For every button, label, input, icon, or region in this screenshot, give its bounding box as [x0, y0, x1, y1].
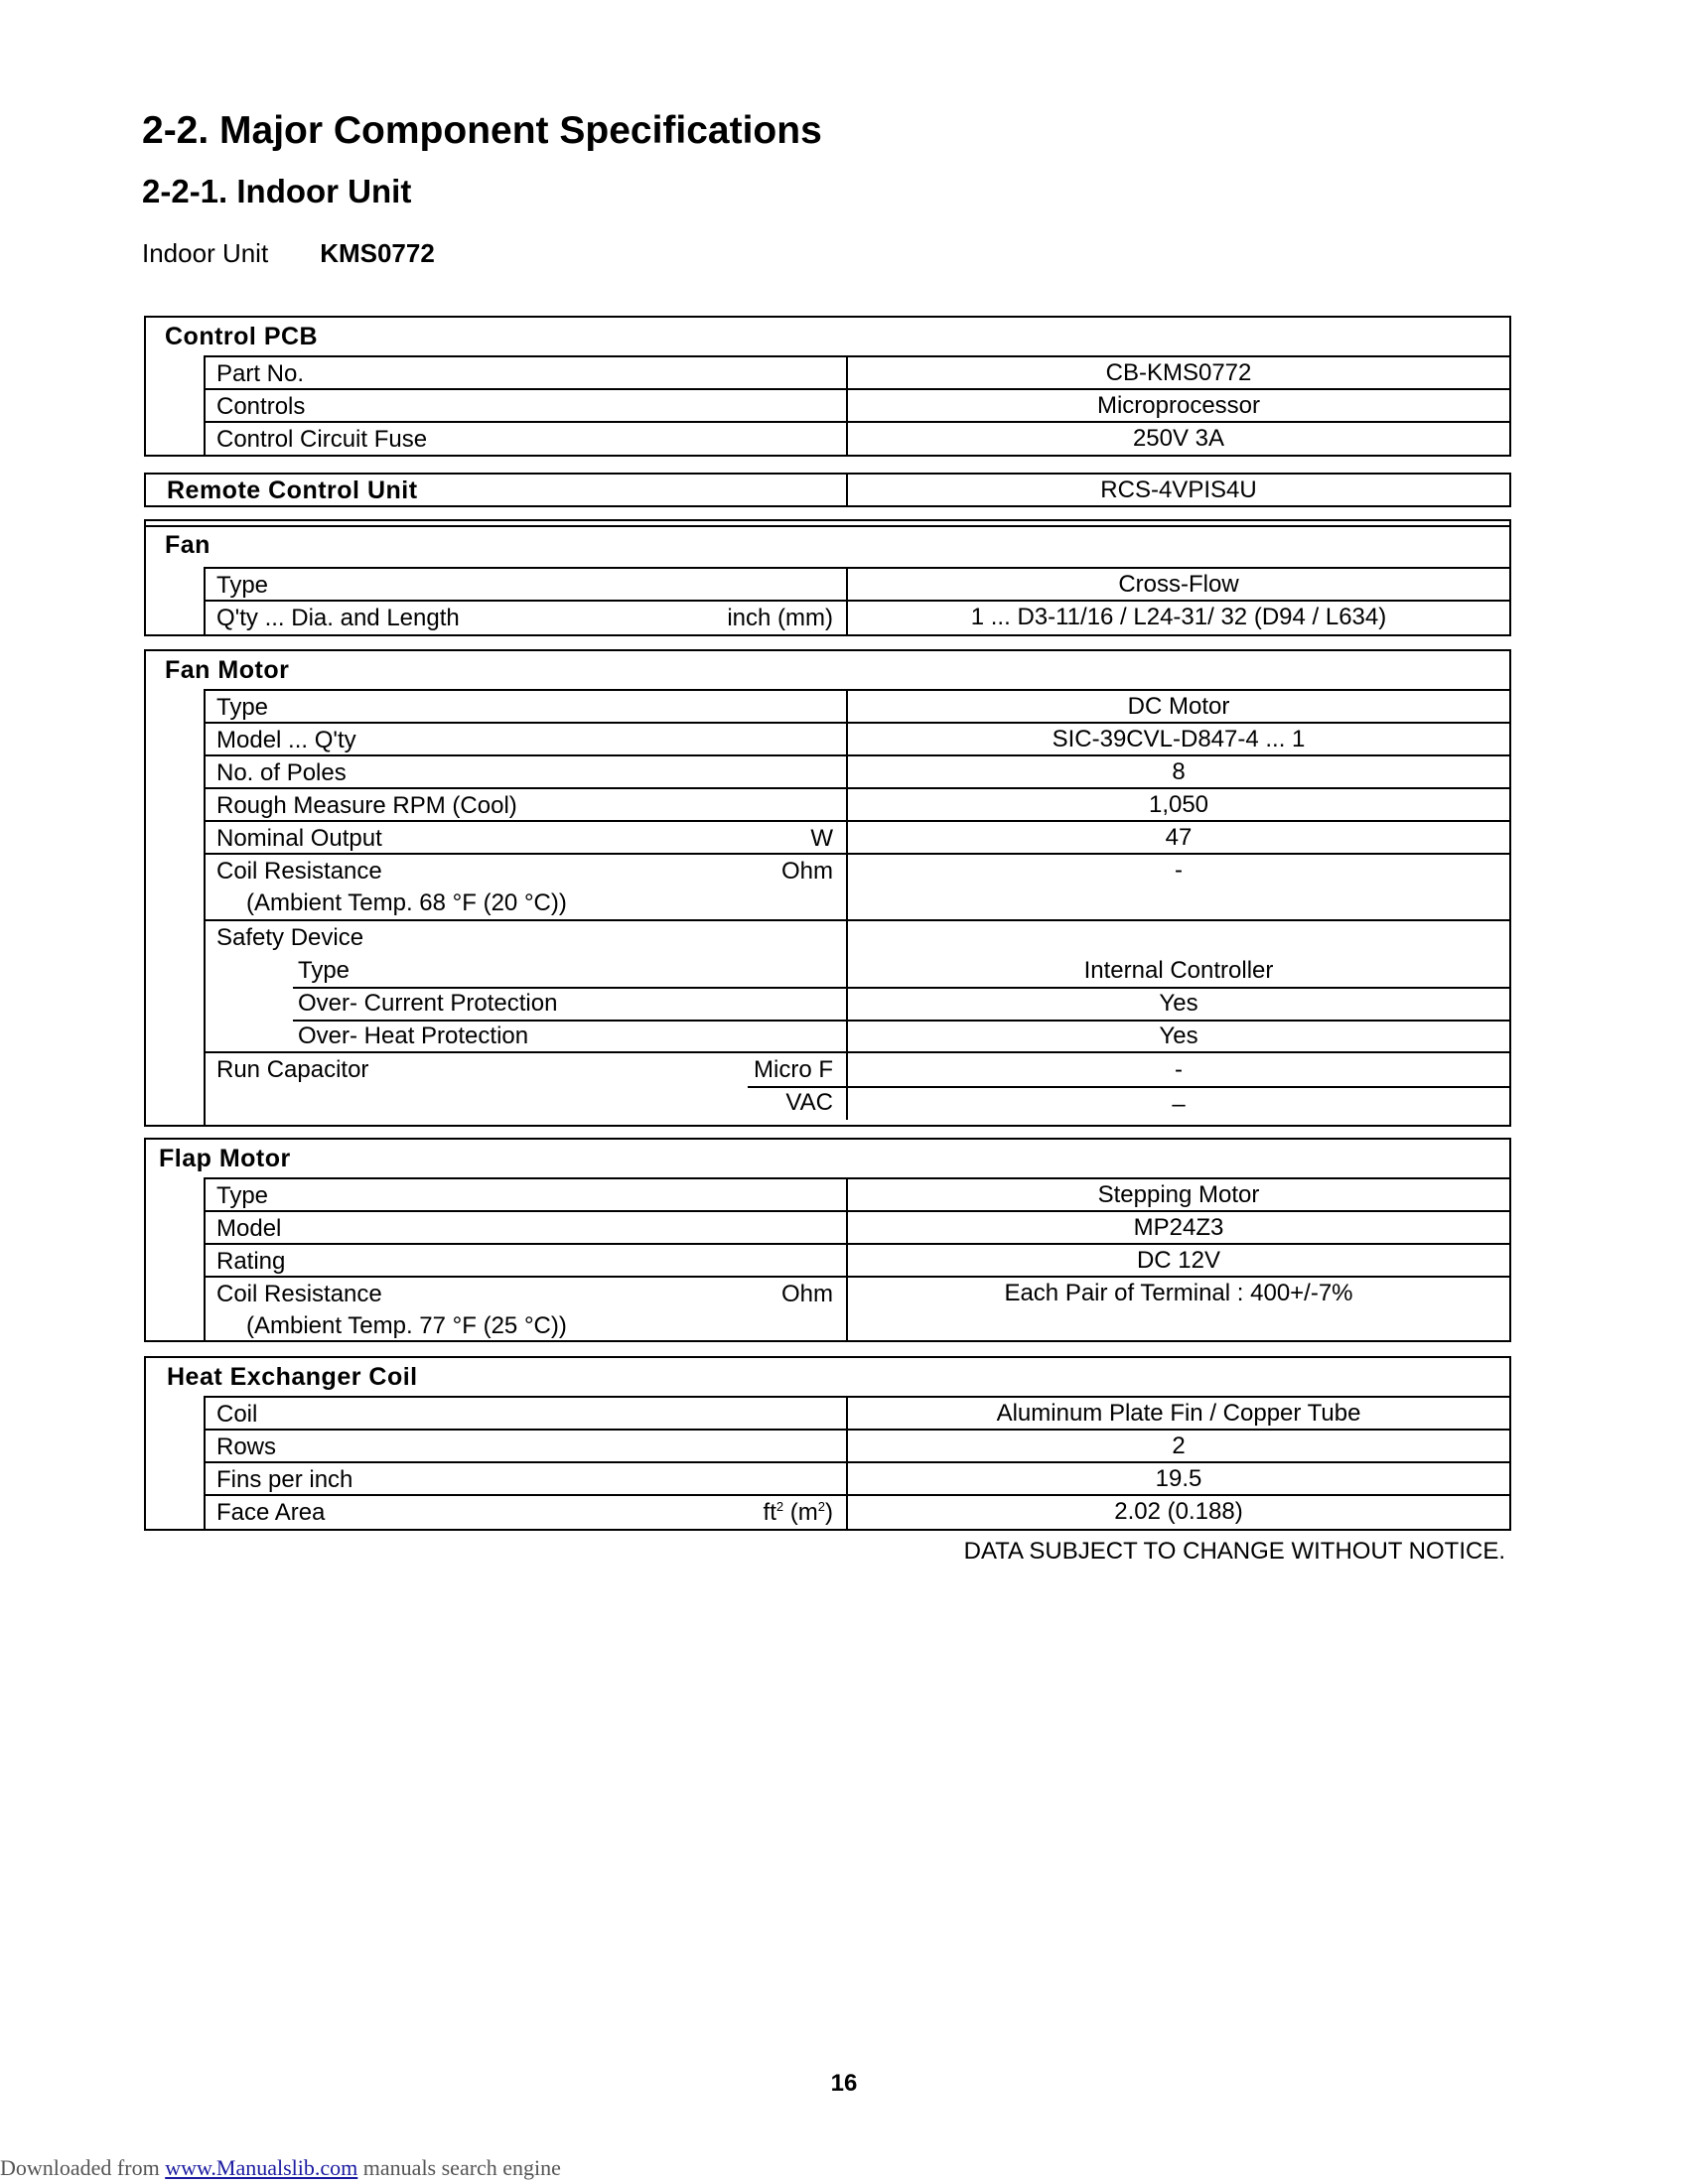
table-row	[206, 1463, 1509, 1496]
overcurrent-value: Yes	[1159, 990, 1198, 1017]
flap-motor-title: Flap Motor	[159, 1145, 291, 1172]
table-row	[206, 1179, 1509, 1212]
table-row	[206, 822, 1509, 855]
row-unit: Ohm	[780, 858, 833, 885]
safety-device-label: Safety Device	[216, 924, 364, 951]
change-notice: DATA SUBJECT TO CHANGE WITHOUT NOTICE.	[963, 1538, 1505, 1565]
manualslib-link[interactable]: www.Manualslib.com	[165, 2155, 358, 2180]
row-label: Coil Resistance	[216, 858, 382, 885]
flap-motor-table	[204, 1177, 1511, 1342]
row-unit: inch (mm)	[727, 605, 833, 631]
safety-type-value: Internal Controller	[1083, 957, 1274, 984]
row-sublabel: (Ambient Temp. 68 °F (20 °C))	[246, 889, 567, 916]
row-value: DC Motor	[1127, 693, 1230, 720]
row-value: 1 ... D3-11/16 / L24-31/ 32 (D94 / L634)	[970, 604, 1387, 630]
row-unit	[764, 1497, 833, 1528]
row-label: Type	[216, 572, 269, 599]
fan-motor-table	[204, 689, 1511, 1127]
table-row	[206, 724, 1509, 756]
row-value: 2.02 (0.188)	[1114, 1498, 1243, 1525]
row-label: Face Area	[216, 1499, 326, 1526]
row-label: Coil Resistance	[216, 1281, 382, 1307]
table-row	[206, 569, 1509, 602]
unit-part: )	[825, 1499, 833, 1526]
remote-control-title: Remote Control Unit	[167, 477, 418, 504]
capacitor-value-vac: –	[1172, 1091, 1186, 1118]
table-row	[206, 1278, 1509, 1340]
remote-control-value: RCS-4VPIS4U	[1100, 477, 1257, 503]
table-row	[206, 390, 1509, 423]
row-label: Part No.	[216, 360, 305, 387]
unit-line	[142, 238, 435, 269]
row-value: MP24Z3	[1133, 1214, 1224, 1241]
control-pcb-title: Control PCB	[165, 323, 319, 350]
row-label: Rating	[216, 1248, 286, 1275]
table-row	[206, 789, 1509, 822]
table-row	[206, 1245, 1509, 1278]
fan-title: Fan	[165, 531, 211, 559]
row-label: Control Circuit Fuse	[216, 426, 428, 453]
table-row	[206, 423, 1509, 455]
table-row	[206, 357, 1509, 390]
table-row	[206, 1212, 1509, 1245]
row-value: CB-KMS0772	[1105, 359, 1252, 386]
row-value: 2	[1172, 1433, 1186, 1459]
footer-suffix: manuals search engine	[357, 2155, 561, 2180]
table-row	[206, 691, 1509, 724]
safety-device-group	[206, 921, 1509, 1053]
row-value: 1,050	[1148, 791, 1209, 818]
page-number: 16	[830, 2070, 858, 2097]
row-label: Controls	[216, 393, 306, 420]
divider	[144, 525, 1511, 527]
row-label: Coil	[216, 1401, 258, 1428]
row-value: Each Pair of Terminal : 400+/-7%	[1004, 1280, 1353, 1306]
table-row	[206, 855, 1509, 921]
row-value: 250V 3A	[1132, 425, 1225, 452]
run-capacitor-group	[206, 1053, 1509, 1120]
row-value: SIC-39CVL-D847-4 ... 1	[1052, 726, 1306, 752]
row-value: Stepping Motor	[1097, 1181, 1260, 1208]
unit-part: (m	[783, 1499, 818, 1526]
heat-exchanger-title: Heat Exchanger Coil	[167, 1363, 418, 1391]
row-label: Type	[216, 1182, 269, 1209]
capacitor-unit-vac: VAC	[785, 1089, 833, 1116]
row-label: Model	[216, 1215, 282, 1242]
row-label: No. of Poles	[216, 759, 347, 786]
fan-motor-title: Fan Motor	[165, 656, 290, 684]
row-label: Model ... Q'ty	[216, 727, 356, 753]
unit-superscript: 2	[817, 1499, 825, 1514]
row-value: Aluminum Plate Fin / Copper Tube	[996, 1400, 1361, 1427]
unit-label: Indoor Unit	[142, 238, 269, 268]
row-label: Fins per inch	[216, 1466, 353, 1493]
row-label: Rough Measure RPM (Cool)	[216, 792, 517, 819]
download-footer	[0, 2155, 561, 2181]
table-row	[206, 1398, 1509, 1431]
table-row	[206, 756, 1509, 789]
row-value: Cross-Flow	[1118, 571, 1239, 598]
page-heading: 2-2. Major Component Specifications	[142, 109, 822, 152]
unit-superscript: 2	[775, 1499, 784, 1514]
footer-prefix: Downloaded from	[0, 2155, 166, 2180]
row-label: Type	[216, 694, 269, 721]
row-label: Nominal Output	[216, 825, 382, 852]
run-capacitor-label: Run Capacitor	[216, 1056, 369, 1083]
row-sublabel: (Ambient Temp. 77 °F (25 °C))	[246, 1312, 567, 1339]
overheat-value: Yes	[1159, 1023, 1198, 1049]
row-label: Q'ty ... Dia. and Length	[216, 605, 460, 631]
remote-control-section	[144, 473, 1511, 507]
table-row	[206, 602, 1509, 634]
row-label: Rows	[216, 1433, 277, 1460]
divider	[848, 1086, 1509, 1088]
row-value: 8	[1172, 758, 1186, 785]
heat-exchanger-table	[204, 1396, 1511, 1531]
row-unit: W	[810, 825, 833, 852]
capacitor-value-microf: -	[1175, 1056, 1183, 1083]
row-value: DC 12V	[1136, 1247, 1221, 1274]
section-heading: 2-2-1. Indoor Unit	[142, 173, 412, 209]
table-row	[206, 1431, 1509, 1463]
capacitor-unit-microf: Micro F	[754, 1056, 833, 1083]
row-unit: Ohm	[780, 1281, 833, 1307]
row-value: 47	[1165, 824, 1193, 851]
overcurrent-label: Over- Current Protection	[298, 990, 558, 1017]
table-row	[206, 1496, 1509, 1529]
row-value: -	[1175, 857, 1183, 884]
unit-part: ft	[763, 1499, 776, 1526]
unit-model: KMS0772	[320, 238, 435, 268]
overheat-label: Over- Heat Protection	[298, 1023, 529, 1049]
safety-type-label: Type	[298, 957, 351, 984]
fan-table	[204, 567, 1511, 636]
row-value: 19.5	[1155, 1465, 1202, 1492]
row-value: Microprocessor	[1096, 392, 1261, 419]
control-pcb-table	[204, 355, 1511, 457]
